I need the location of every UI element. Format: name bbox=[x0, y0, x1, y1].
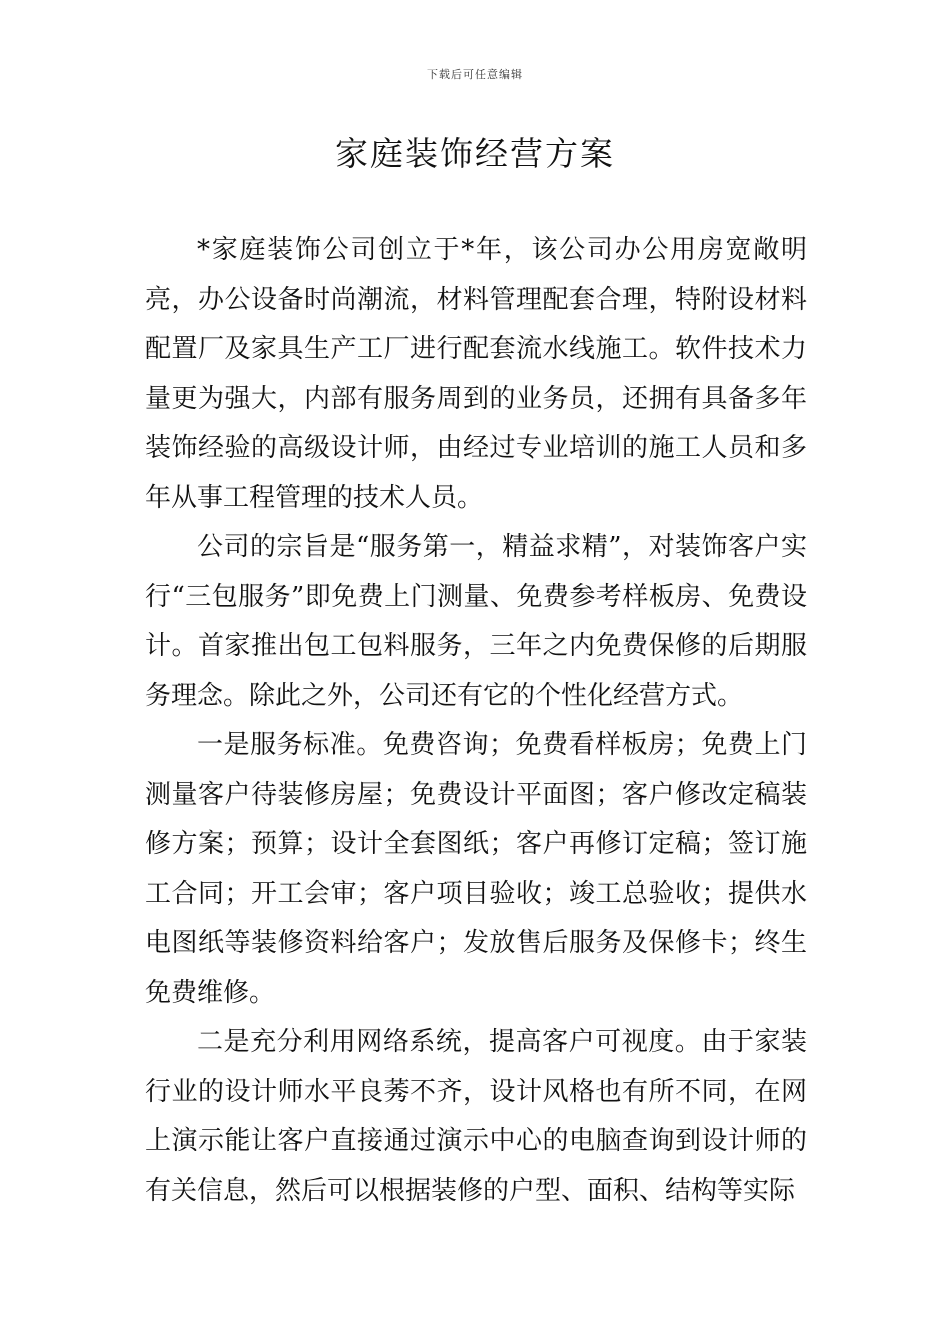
paragraph-4: 二是充分利用网络系统，提高客户可视度。由于家装行业的设计师水平良莠不齐，设计风格也有所不同，在网上演示能让客户直接通过演示中心的电脑查询到设计师的有关信息，然后可以根据装修的户型、面积、结构等实际 bbox=[145, 1027, 807, 1206]
paragraph-1: *家庭装饰公司创立于*年，该公司办公用房宽敞明亮，办公设备时尚潮流，材料管理配套合理，特附设材料配置厂及家具生产工厂进行配套流水线施工。软件技术力量更为强大，内部有服务周到的业务员，还拥有具备多年装饰经验的高级设计师，由经过专业培训的施工人员和多年从事工程管理的技术人员。 bbox=[145, 235, 807, 513]
document-body bbox=[145, 226, 807, 1216]
paragraph-2: 公司的宗旨是“服务第一，精益求精”，对装饰客户实行“三包服务”即免费上门测量、免费参考样板房、免费设计。首家推出包工包料服务，三年之内免费保修的后期服务理念。除此之外，公司还有它的个性化经营方式。 bbox=[145, 532, 807, 711]
header-note: 下载后可任意编辑 bbox=[427, 68, 523, 81]
paragraph-3: 一是服务标准。免费咨询；免费看样板房；免费上门测量客户待装修房屋；免费设计平面图；客户修改定稿装修方案；预算；设计全套图纸；客户再修订定稿；签订施工合同；开工会审；客户项目验收；竣工总验收；提供水电图纸等装修资料给客户；发放售后服务及保修卡；终生免费维修。 bbox=[145, 730, 807, 1008]
document-title: 家庭装饰经营方案 bbox=[335, 134, 615, 173]
